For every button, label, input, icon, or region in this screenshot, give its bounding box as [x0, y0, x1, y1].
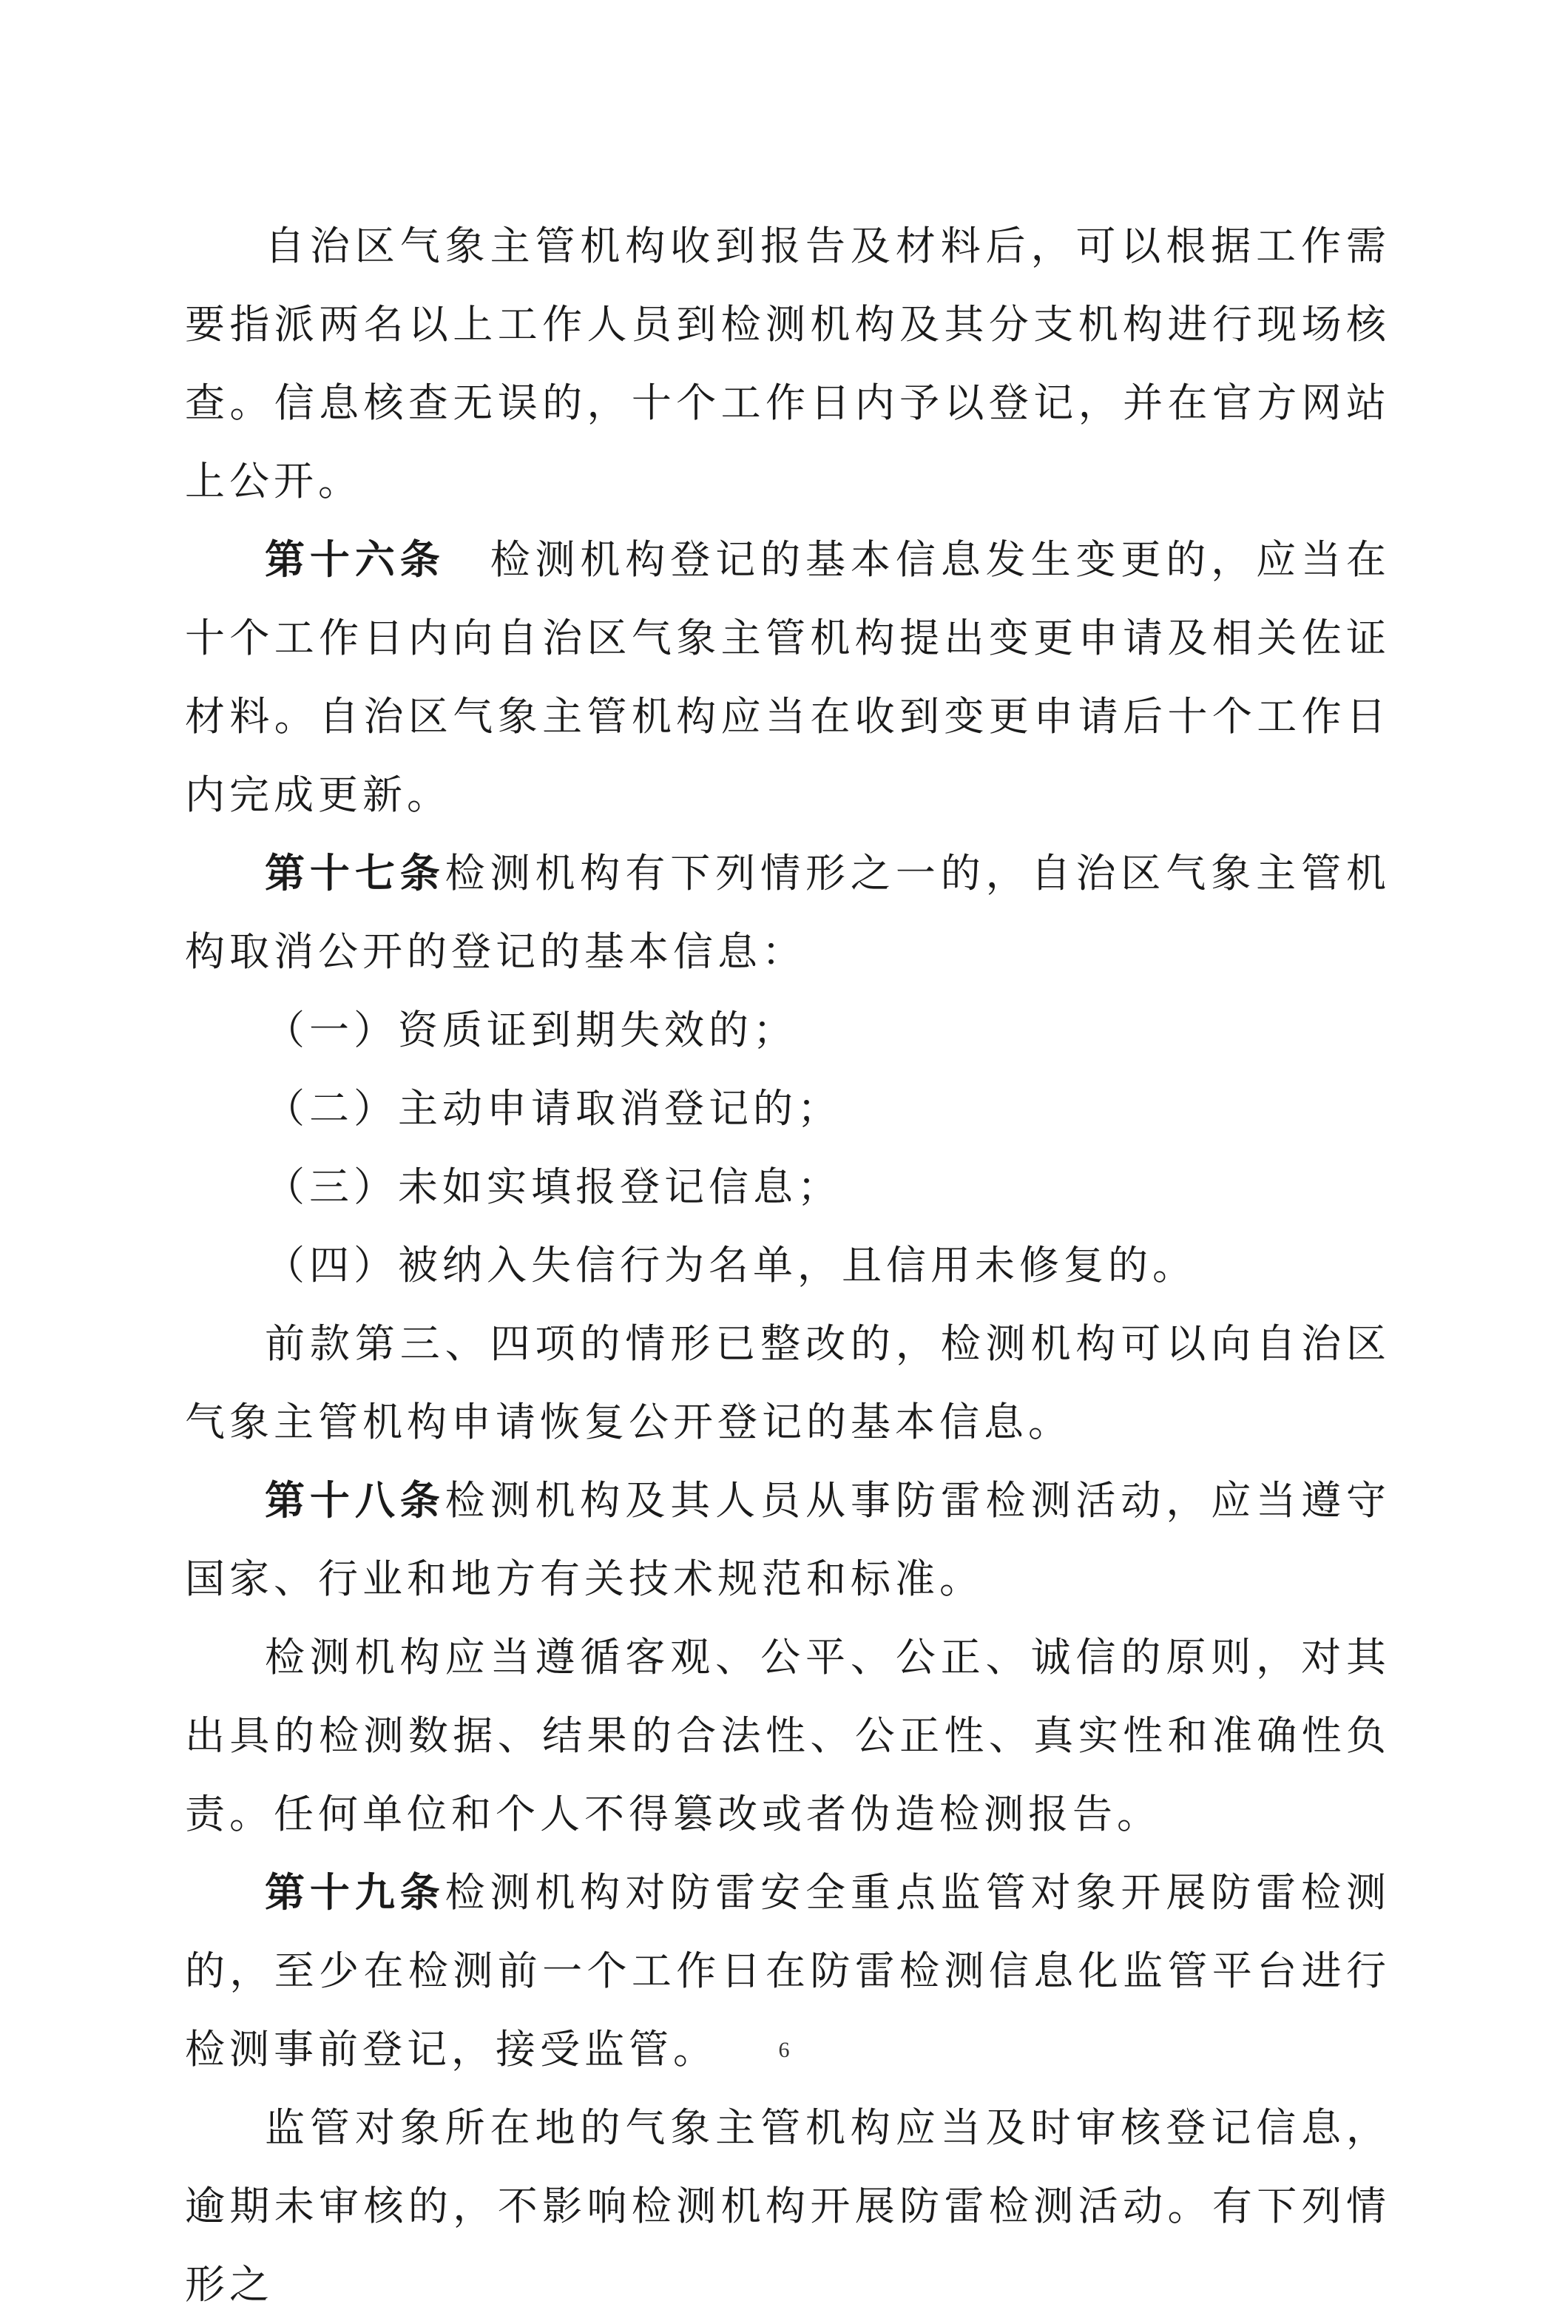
paragraph-article-17	[185, 834, 1390, 991]
paragraph-1	[185, 207, 1390, 521]
paragraph-text: 监管对象所在地的气象主管机构应当及时审核登记信息，逾期未审核的，不影响检测机构开展防雷检测活动。有下列情形之	[185, 2104, 1390, 2308]
list-item	[185, 1226, 1390, 1305]
document-body	[185, 207, 1390, 2324]
paragraph-text: （四）被纳入失信行为名单，且信用未修复的。	[265, 1242, 1197, 1288]
list-item	[185, 991, 1390, 1070]
paragraph-article-18	[185, 1462, 1390, 1618]
paragraph	[185, 2089, 1390, 2324]
paragraph-text: （二）主动申请取消登记的；	[265, 1085, 842, 1132]
article-heading: 第十八条	[265, 1477, 445, 1524]
paragraph-text: 自治区气象主管机构收到报告及材料后，可以根据工作需要指派两名以上工作人员到检测机构及其分支机构进行现场核查。信息核查无误的，十个工作日内予以登记，并在官方网站上公开。	[185, 223, 1390, 504]
paragraph-text: 前款第三、四项的情形已整改的，检测机构可以向自治区气象主管机构申请恢复公开登记的基本信息。	[185, 1320, 1390, 1445]
paragraph-text: 检测机构对防雷安全重点监管对象开展防雷检测的，至少在检测前一个工作日在防雷检测信息化监管平台进行检测事前登记，接受监管。	[185, 1869, 1391, 2073]
paragraph-text: （一）资质证到期失效的；	[265, 1007, 797, 1053]
list-item	[185, 1070, 1390, 1148]
paragraph-text: （三）未如实填报登记信息；	[265, 1163, 842, 1210]
list-item	[185, 1148, 1390, 1226]
page-number: 6	[778, 2038, 790, 2062]
paragraph-text: 检测机构及其人员从事防雷检测活动，应当遵守国家、行业和地方有关技术规范和标准。	[185, 1477, 1391, 1602]
article-heading: 第十六条	[265, 536, 445, 583]
paragraph-article-16	[185, 521, 1390, 834]
paragraph	[185, 1305, 1390, 1462]
article-heading: 第十九条	[265, 1869, 445, 1916]
article-heading: 第十七条	[265, 850, 445, 896]
paragraph-text: 检测机构应当遵循客观、公平、公正、诚信的原则，对其出具的检测数据、结果的合法性、公正性、真实性和准确性负责。任何单位和个人不得篡改或者伪造检测报告。	[185, 1634, 1390, 1837]
paragraph-text: 检测机构有下列情形之一的，自治区气象主管机构取消公开的登记的基本信息：	[185, 850, 1391, 975]
paragraph	[185, 1618, 1390, 1854]
paragraph-text: 检测机构登记的基本信息发生变更的，应当在十个工作日内向自治区气象主管机构提出变更申请及相关佐证材料。自治区气象主管机构应当在收到变更申请后十个工作日内完成更新。	[185, 536, 1391, 818]
